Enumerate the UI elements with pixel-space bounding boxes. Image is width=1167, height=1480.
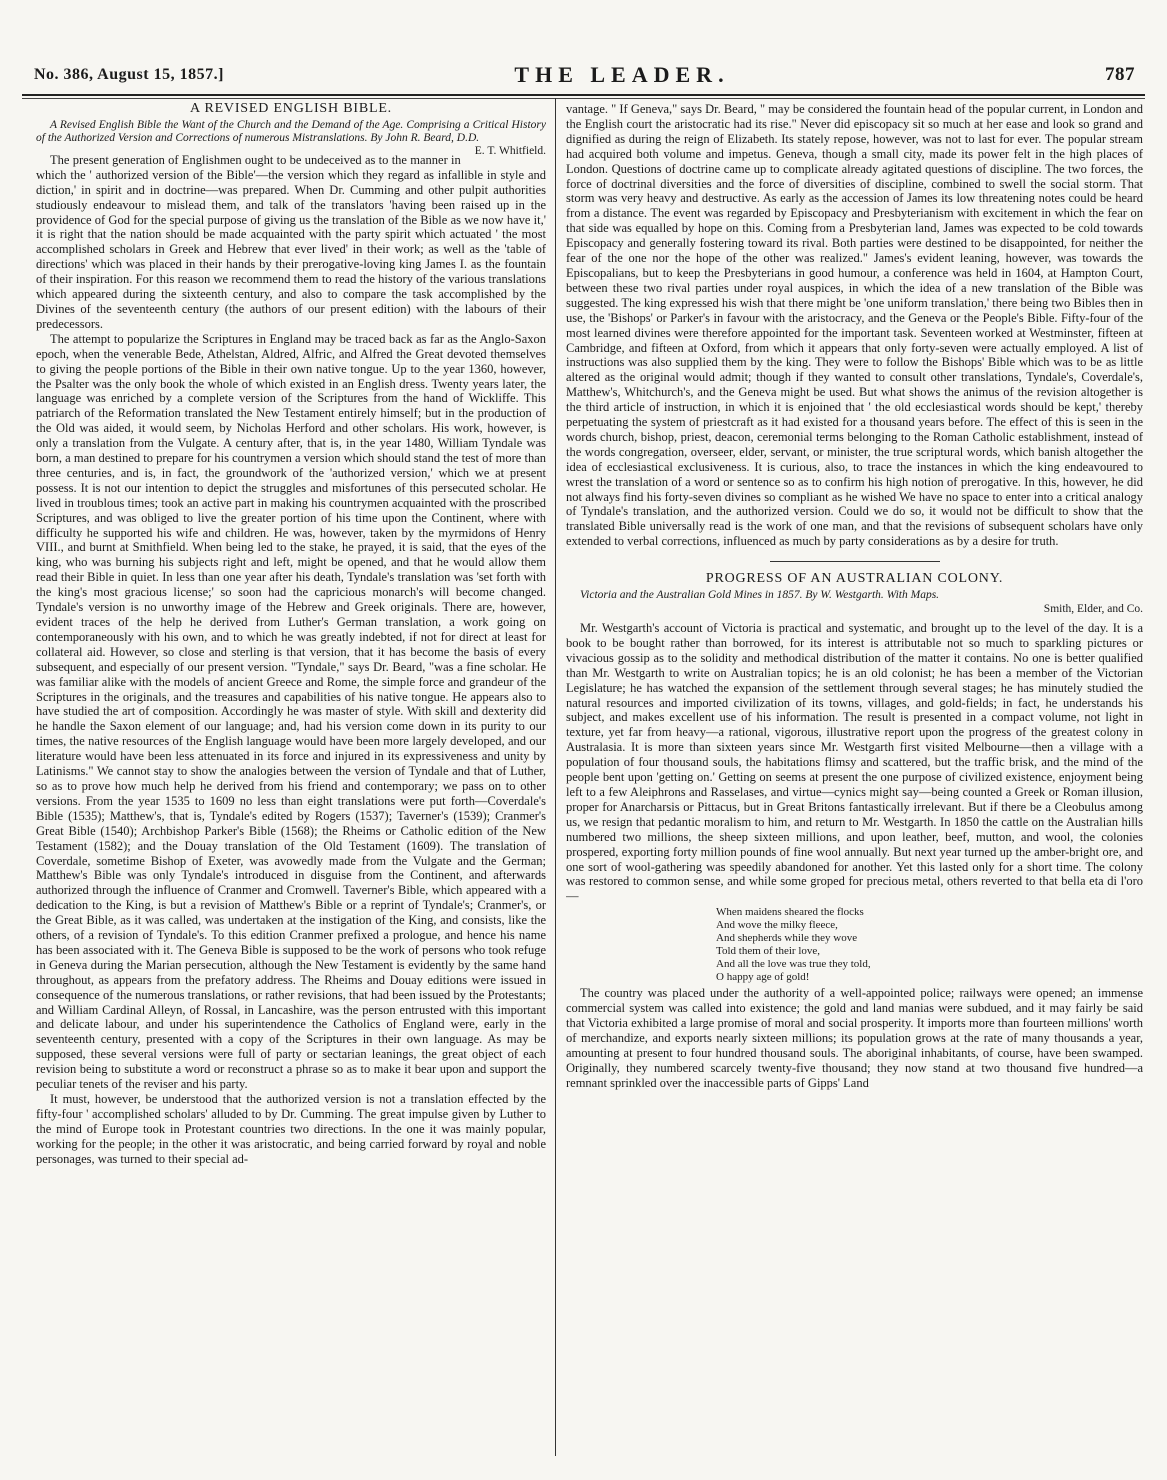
masthead xyxy=(22,62,1145,92)
masthead-rule-thin xyxy=(22,98,1145,99)
verse xyxy=(716,906,1143,984)
subtitle-text: A Revised English Bible the Want of the Church and the Demand of the Age. Comprising a Critical History of the Authorized Version and Corrections of numerous Mistranslations. By John R. Beard, D.D. xyxy=(36,118,546,144)
verse-line: Told them of their love, xyxy=(716,945,821,958)
verse-line: O happy age of gold! xyxy=(716,971,810,984)
right-column xyxy=(566,102,1143,1458)
verse-line: When maidens sheared the flocks xyxy=(716,906,864,919)
paragraph: The attempt to popularize the Scriptures in England may be traced back as far as the Anglo-Saxon epoch, when the venerable Bede, Athelstan, Aldred, Alfric, and Alfred the Great devoted themselves to giving the people portions of the Bible in their own native tongue. Up to the year 1360, however, the Psalter was the only book the whole of which existed in an English dress. Twenty years later, the language was enriched by a complete version of the Scriptures from the hand of Wickliffe. This patriarch of the Reformation translated the New Testament entirely himself; but in the production of the Old was aided, it would seem, by Nicholas Herford and other scholars. His work, however, is only a translation from the Vulgate. A century after, that is, in the year 1480, William Tyndale was born, a man destined to prepare for his countrymen a version which should stand the test of more than three centuries, and is, in fact, the groundwork of the 'authorized version,' which we at present possess. It is not our intention to depict the struggles and misfortunes of this persecuted scholar. He lived in troublous times; took an active part in making his countrymen acquainted with the proscribed Scriptures, and was obliged to live the greater portion of his time upon the Continent, where with difficulty he supported his wife and children. He was, however, taken by the myrmidons of Henry VIII., and burnt at Smithfield. When being led to the stake, he prayed, it is said, that the eyes of the king, who was burning his subjects right and left, might be opened, and that he would allow them read their Bible in quiet. In less than one year after his death, Tyndale's translation was 'set forth with the king's most gracious license;' so soon had the capricious monarch's will become changed. Tyndale's version is no unworthy image of the Hebrew and Greek originals. There are, however, evident traces of the help he derived from Luther's German translation, a work going on contemporaneously with his own, and to which he was greatly indebted, if not for direct at least for collateral aid. However, so close and sterling is that version, that it has become the basis of every subsequent, and especially of our present version. "Tyndale," says Dr. Beard, "was a fine scholar. He was familiar alike with the models of ancient Greece and Rome, the simple force and grandeur of the Scriptures in the originals, and the treasures and capabilities of his native tongue. He appears also to have studied the art of composition. Accordingly he was master of style. With skill and dexterity did he handle the Saxon element of our language; and, had his version come down in its purity to our times, the native resources of the English language would have been more largely developed, and our literature would have been less attenuated in its force and injured in its expressiveness and unity by Latinisms." We cannot stay to show the analogies between the version of Tyndale and that of Luther, so as to prove how much help he derived from his friend and contemporary; we pass on to other versions. From the year 1535 to 1609 no less than eight translations were put forth—Coverdale's Bible (1535); Matthew's, that is, Tyndale's edited by Rogers (1537); Taverner's (1539); Cranmer's Great Bible (1540); Archbishop Parker's Bible (1568); the Rheims or Catholic edition of the New Testament (1582); and the Douay translation of the Old Testament (1609). The translation of Coverdale, sometime Bishop of Exeter, was avowedly made from the Vulgate and the German; Matthew's Bible was only Tyndale's introduced in disguise from the Continent, and afterwards authorized through the influence of Cranmer and Cromwell. Taverner's Bible, which appeared with a dedication to the King, is but a revision of Matthew's Bible or a reprint of Tyndale's; Cranmer's, or the Great Bible, as it was called, was undertaken at the instigation of the King, and consists, like the others, of a revision of Tyndale's. To this edition Cranmer prefixed a prologue, and hence his name has been associated with it. The Geneva Bible is supposed to be the work of persons who took refuge in Geneva during the Marian persecution, although the New Testament is evidently by the same hand throughout, as appears from the prefatory address. The Rheims and Douay editions were issued in consequence of the numerous translations, or rather revisions, that had been issued by the Protestants; and William Cardinal Alleyn, of Rossal, in Lancashire, was the person entrusted with this important and delicate labour, and under his superintendence the Catholics of England were, early in the seventeenth century, presented with a copy of the Scriptures in their own language. As may be supposed, these several versions were full of party or sectarian leanings, the great object of each revision being to substitute a word or reconstruct a phrase so as to make it bear upon and support the peculiar tenets of the reviser and his party. xyxy=(36,331,546,1092)
paragraph: The present generation of Englishmen ought to be undeceived as to the manner in which the ' authorized version of the Bible'—the version which they regard as infallible in style and diction,' in spirit and in doctrine—was prepared. When Dr. Cumming and other pulpit authorities studiously endeavour to mislead them, and talk of the translators 'having been raised up in the providence of God for the special purpose of giving us the translation of the Bible as we now have it,' it is right that the nation should be made acquainted with the party spirit which actuated ' the most accomplished scholars in Greek and Hebrew that ever lived' in their work; as well as the 'table of directions' which was placed in their hands by their prerogative-loving king James I. as the fountain of their inspiration. For this reason we recommend them to read the history of the various translations which appeared during the sixteenth century, and also to compare the task accomplished by the Divines of the seventeenth century (the authors of our present edition) with the labours of their predecessors. xyxy=(36,152,546,331)
section-rule xyxy=(770,561,940,562)
verse-line: And wove the milky fleece, xyxy=(716,919,838,932)
publisher: E. T. Whitfield. xyxy=(474,144,546,157)
article-subtitle xyxy=(36,118,546,157)
publisher: Smith, Elder, and Co. xyxy=(1043,603,1143,616)
issue-date: No. 386, August 15, 1857.] xyxy=(34,66,224,83)
article-subtitle: Victoria and the Australian Gold Mines in 1857. By W. Westgarth. With Maps. xyxy=(580,589,940,602)
paragraph: Mr. Westgarth's account of Victoria is practical and systematic, and brought up to the level of the day. It is a book to be bought rather than borrowed, for its interest is attributable not so much to sparkling pictures or vivacious gossip as to the solidity and methodical distribution of the matter it contains. No one is better qualified than Mr. Westgarth to write on Australian topics; he is an old colonist; he has been a member of the Victorian Legislature; he has watched the expansion of the settlement through several stages; he has minutely studied the natural resources and imported civilization of its towns, villages, and gold-fields; in fact, he understands his subject, and makes excellent use of his information. The result is presented in a compact volume, not light in texture, yet far from heavy—a rational, vigorous, illustrative report upon the progress of the greatest colony in Australasia. It is more than sixteen years since Mr. Westgarth first visited Melbourne—then a village with a population of four thousand souls, the habitations flimsy and scattered, but the traffic brisk, and the mind of the people bent upon 'getting on.' Getting on seems at present the one purpose of civilized existence, enjoyment being left to a few Aleiphrons and Rasselases, and virtue—cynics might say—being counted a Greek or Roman illusion, proper for Anarcharsis or Pittacus, but in Great Britons fantastically irrelevant. But if there be a Cleobulus among us, we resign that pedantic moralism to him, and return to Mr. Westgarth. In 1850 the cattle on the Australian hills numbered two millions, the sheep sixteen millions, and upon leather, beef, mutton, and wool, the colonies prospered, exporting forty million pounds of fine wool annually. But next year turned up the amber-bright ore, and one sort of wool-gathering was speedily abandoned for another. Yet this lasted only for a short time. The colony was restored to common sense, and while some groped for precious metal, others reverted to that bella eta di l'oro— xyxy=(566,621,1143,904)
masthead-rule xyxy=(22,94,1145,96)
page-number: 787 xyxy=(1105,64,1135,85)
article-title: A REVISED ENGLISH BIBLE. xyxy=(190,102,392,116)
paragraph: vantage. " If Geneva," says Dr. Beard, " may be considered the fountain head of the popular current, in London and the English court the aristocratic had its rise." Never did episcopacy sit so much at her ease and look so grand and dignified as during the reign of Elizabeth. Its stately repose, however, was not to last for ever. The popular stream had acquired both volume and impetus. Geneva, though a small city, made its power felt in the high places of London. Questions of doctrine came up to complicate already agitated questions of discipline. The two forces, the force of doctrinal diversities and the force of diversities of discipline, combined to swell the social storm. That storm was very heavy and destructive. As early as the accession of James its low threatening notes could be heard from a distance. The event was regarded by Episcopacy and Presbyterianism with excitement in which the fear on that side was equalled by hope on this. Coming from a Presbyterian land, James was expected to be cold towards Episcopacy and generally fostering toward its rival. Both parties were destined to be disappointed, for neither the fear of the one nor the hope of the other was realized." James's evident leaning, however, was towards the Episcopalians, but to keep the Presbyterians in good humour, a conference was held in 1604, at Hampton Court, between these two rival parties under royal auspices, in which the idea of a new translation of the Bible was suggested. The king expressed his wish that there might be 'one uniform translation,' there being two Bibles then in use, the 'Bishops' or Parker's in favour with the aristocracy, and the Geneva or the People's Bible. Fifty-four of the most learned divines were therefore appointed for the important task. Seventeen worked at Westminster, fifteen at Cambridge, and fifteen at Oxford, from which it appears that only forty-seven were actually employed. A list of instructions was also supplied them by the king. They were to follow the Bishops' Bible which was to be as little altered as the original would admit; though if they wanted to consult other translations, Tyndale's, Coverdale's, Matthew's, Whitchurch's, and the Geneva might be used. But what shows the animus of the revision altogether is the third article of instruction, in which it is enjoined that ' the old ecclesiastical words should be kept,' thereby perpetuating the system of priestcraft as it had existed for a thousand years before. The effect of this is seen in the words church, bishop, priest, deacon, ceremonial terms belonging to the Roman Catholic establishment, instead of the words congregation, overseer, elder, servant, or minister, the true scriptural words, which banish altogether the idea of ecclesiastical exclusiveness. It is curious, also, to trace the instances in which the king endeavoured to wrest the translation of a word or sentence so as to confirm his high notion of prerogative. In this, however, he did not always find his forty-seven divines so compliant as he wished We have no space to enter into a critical analogy of Tyndale's translation, and the authorized version. Could we do so, it would not be difficult to show that the translated Bible universally read is the work of one man, and that the revisions of subsequent scholars have only extended to verbal corrections, influenced as much by party considerations as by a desire for truth. xyxy=(566,102,1143,549)
article-title: PROGRESS OF AN AUSTRALIAN COLONY. xyxy=(705,571,1004,587)
left-column xyxy=(36,102,546,1458)
verse-line: And shepherds while they wove xyxy=(716,932,858,945)
paragraph: It must, however, be understood that the authorized version is not a translation effected by the fifty-four ' accomplished scholars' alluded to by Dr. Cumming. The great impulse given by Luther to the mind of Europe took in Protestant countries two directions. In the one it was mainly popular, working for the people; in the other it was aristocratic, and being carried forward by royal and noble personages, was turned to their special ad- xyxy=(36,1092,546,1166)
paragraph: The country was placed under the authority of a well-appointed police; railways were opened; an immense commercial system was called into existence; the gold and land manias were subdued, and it may fairly be said that Victoria exhibited a large promise of moral and social prosperity. It imports more than fourteen millions' worth of merchandize, and exports nearly sixteen millions; its population grows at the rate of many thousands a year, amounting at present to four hundred thousand souls. The aboriginal inhabitants, of course, have been swamped. Originally, they numbered scarcely twenty-five thousand; they now stand at two thousand five hundred—a remnant sprinkled over the inaccessible parts of Gipps' Land xyxy=(566,986,1143,1090)
column-divider xyxy=(555,98,556,1456)
verse-line: And all the love was true they told, xyxy=(716,958,871,971)
newspaper-title: THE LEADER. xyxy=(514,62,730,87)
